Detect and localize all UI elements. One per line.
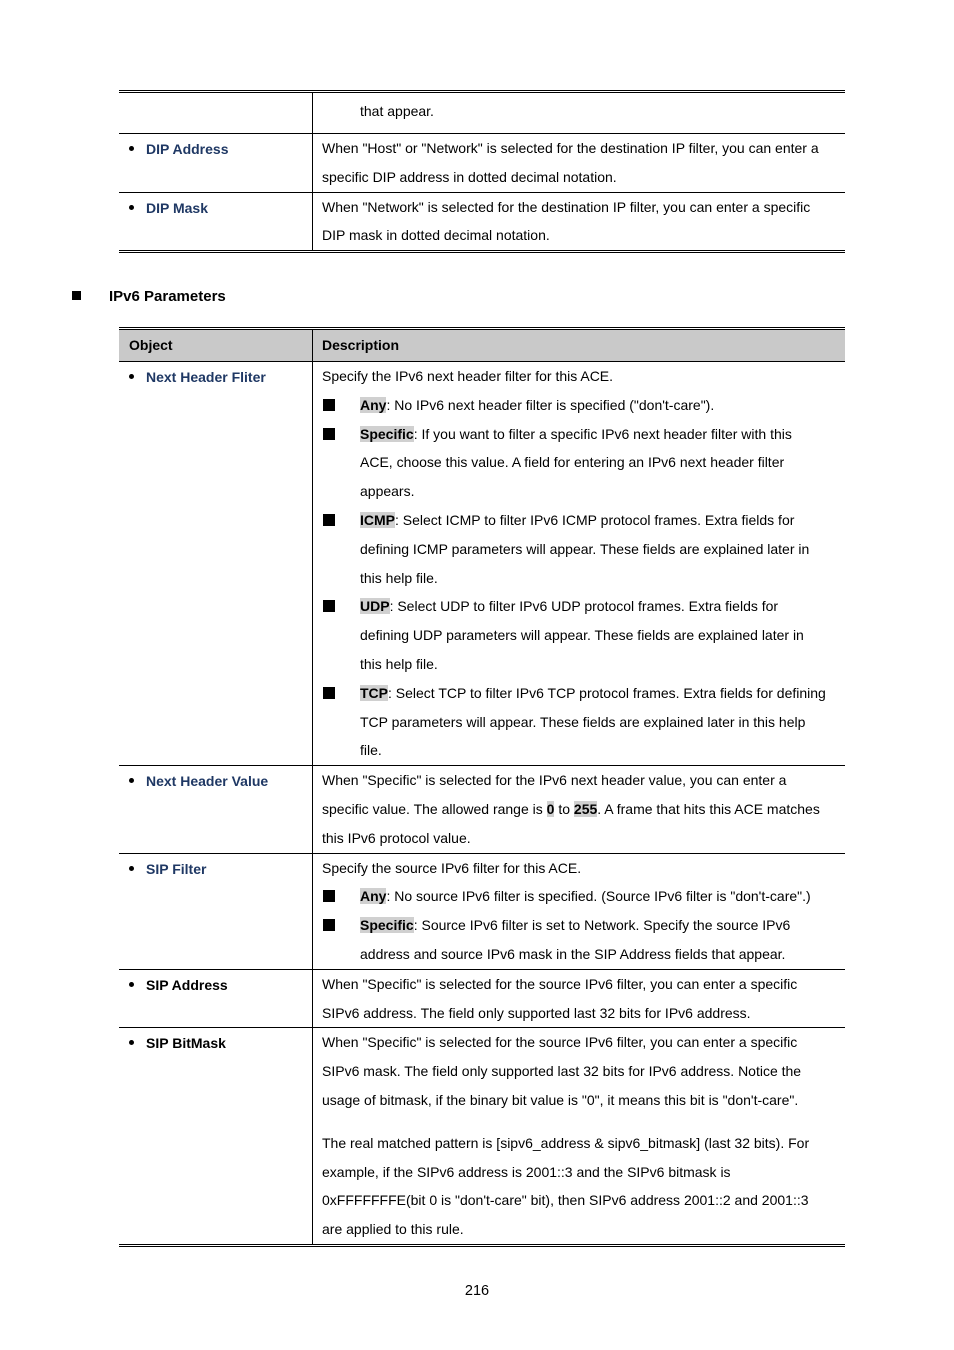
option-specific: Specific: If you want to filter a specific IPv6 next header filter with this ACE, choose this value. A field for entering an IPv6 next header filter appears. (322, 420, 837, 506)
object-cell (119, 1028, 313, 1246)
option-any: Any: No source IPv6 filter is specified. (Source IPv6 filter is "don't-care".) (322, 882, 837, 911)
square-bullet-icon (323, 514, 335, 526)
object-label-next-header-value: Next Header Value (119, 766, 312, 796)
table-row (119, 1028, 845, 1246)
bullet-icon (129, 982, 134, 987)
description-line: SIPv6 address. The field only supported last 32 bits for IPv6 address. (322, 1004, 751, 1021)
description-line: When "Specific" is selected for the IPv6 next header value, you can enter a (322, 772, 787, 789)
option-specific: Specific: Source IPv6 filter is set to Network. Specify the source IPv6 address and source IPv6 mask in the SIP Address fields that appear. (322, 911, 837, 969)
option-udp: UDP: Select UDP to filter IPv6 UDP protocol frames. Extra fields for defining UDP parameters will appear. These fields are explained later in this help file. (322, 592, 837, 678)
object-cell (119, 134, 313, 193)
description-line: When "Network" is selected for the destination IP filter, you can enter a specific (322, 198, 811, 215)
table-row (119, 134, 845, 193)
description-intro: Specify the source IPv6 filter for this ACE. (322, 859, 582, 876)
page-number: 216 (464, 1283, 490, 1299)
description-line: specific DIP address in dotted decimal notation. (322, 168, 617, 185)
square-bullet-icon (323, 919, 335, 931)
description-cell (313, 969, 846, 1028)
description-cell (313, 92, 846, 134)
object-label-next-header-filter: Next Header Fliter (119, 362, 312, 392)
bullet-icon (129, 1040, 134, 1045)
table-row (119, 362, 845, 766)
bullet-icon (129, 146, 134, 151)
bullet-icon (129, 205, 134, 210)
option-tcp: TCP: Select TCP to filter IPv6 TCP protocol frames. Extra fields for defining TCP parameters will appear. These fields are explained later in this help file. (322, 679, 837, 765)
description-line: The real matched pattern is [sipv6_address & sipv6_bitmask] (last 32 bits). For (322, 1134, 810, 1151)
description-line: usage of bitmask, if the binary bit value is "0", it means this bit is "don't-care". (322, 1091, 799, 1108)
table-header-row (119, 329, 845, 362)
bullet-icon (129, 866, 134, 871)
square-bullet-icon (323, 600, 335, 612)
option-icmp: ICMP: Select ICMP to filter IPv6 ICMP protocol frames. Extra fields for defining ICMP parameters will appear. These fields are explained later in this help file. (322, 506, 837, 592)
paragraph-gap (322, 1115, 837, 1129)
description-cell (313, 853, 846, 969)
section-heading: IPv6 Parameters (72, 287, 226, 307)
object-label-dip-address: DIP Address (119, 134, 312, 164)
object-label-sip-address: SIP Address (119, 970, 312, 1000)
description-line: DIP mask in dotted decimal notation. (322, 227, 550, 244)
square-bullet-icon (323, 399, 335, 411)
description-line: SIPv6 mask. The field only supported last 32 bits for IPv6 address. Notice the (322, 1063, 802, 1080)
table-row (119, 853, 845, 969)
description-cell (313, 1028, 846, 1246)
description-cell (313, 766, 846, 853)
object-label-dip-mask: DIP Mask (119, 193, 312, 223)
square-bullet-icon (323, 687, 335, 699)
bullet-icon (129, 374, 134, 379)
header-description: Description (313, 329, 846, 362)
description-line: specific value. The allowed range is 0 to 255. A frame that hits this ACE matches (322, 800, 820, 817)
object-cell (119, 766, 313, 853)
description-line: 0xFFFFFFFE(bit 0 is "don't-care" bit), then SIPv6 address 2001::2 and 2001::3 (322, 1192, 809, 1209)
object-cell (119, 92, 313, 134)
table-row (119, 766, 845, 853)
dip-table (119, 90, 845, 253)
description-line: When "Specific" is selected for the source IPv6 filter, you can enter a specific (322, 1034, 798, 1051)
object-cell (119, 192, 313, 252)
description-cell (313, 192, 846, 252)
square-bullet-icon (323, 428, 335, 440)
range-min: 0 (546, 800, 555, 817)
description-cell (313, 134, 846, 193)
description-line: When "Host" or "Network" is selected for the destination IP filter, you can enter a (322, 140, 819, 156)
object-label-sip-filter: SIP Filter (119, 854, 312, 884)
description-line: are applied to this rule. (322, 1221, 464, 1238)
bullet-icon (129, 778, 134, 783)
option-any: Any: No IPv6 next header filter is specified ("don't-care"). (322, 391, 837, 420)
table-row (119, 92, 845, 134)
object-label-sip-bitmask: SIP BitMask (119, 1028, 312, 1058)
description-cell (313, 362, 846, 766)
description-line: When "Specific" is selected for the source IPv6 filter, you can enter a specific (322, 975, 798, 992)
object-cell (119, 853, 313, 969)
description-line: this IPv6 protocol value. (322, 829, 471, 846)
table-row (119, 192, 845, 252)
square-bullet-icon (72, 291, 81, 300)
ipv6-parameters-table (119, 327, 845, 1247)
description-line: example, if the SIPv6 address is 2001::3 and the SIPv6 bitmask is (322, 1163, 731, 1180)
object-cell (119, 969, 313, 1028)
square-bullet-icon (323, 890, 335, 902)
range-max: 255 (573, 800, 598, 817)
table-row (119, 969, 845, 1028)
object-cell (119, 362, 313, 766)
description-intro: Specify the IPv6 next header filter for this ACE. (322, 368, 614, 384)
header-object: Object (119, 329, 313, 362)
description-line: that appear. (360, 103, 434, 119)
